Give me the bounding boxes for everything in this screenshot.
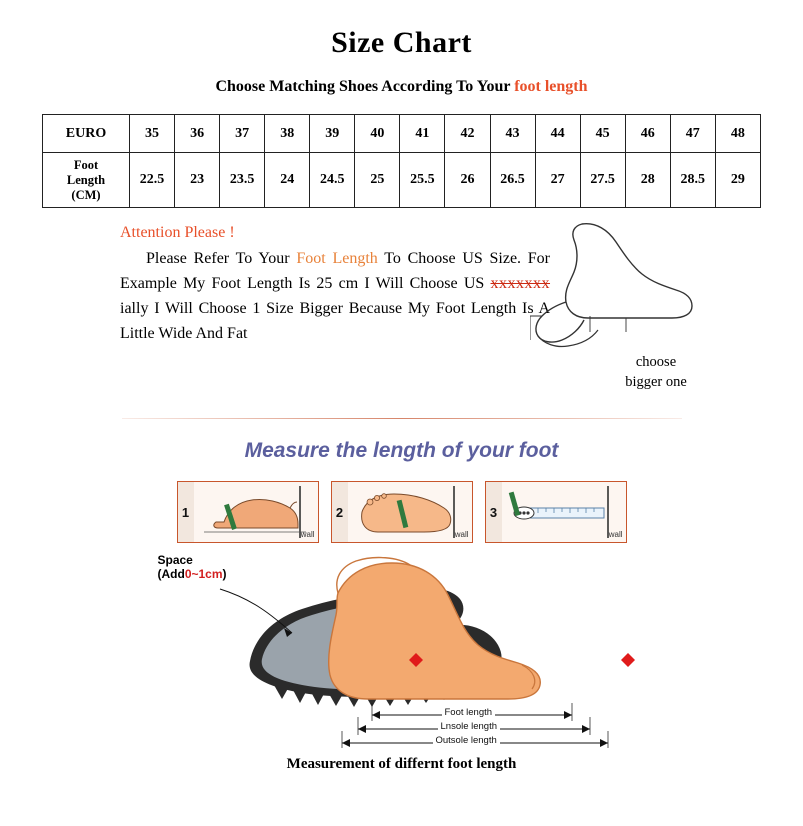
- step2-wall-label: wall: [454, 530, 469, 539]
- foot-side-view-icon: [530, 220, 710, 355]
- space-label-line2-a: (Add: [157, 567, 185, 581]
- measure-step-1: [177, 481, 319, 543]
- attention-line2: US Size. For Example My Foot Length Is 25 cm I: [120, 250, 551, 292]
- attention-line1-a: Please Refer To Your: [146, 250, 297, 267]
- attention-title: Attention Please !: [120, 224, 235, 241]
- cell-foot-length: 27.5: [580, 153, 625, 208]
- cell-euro: 42: [445, 115, 490, 153]
- cell-euro: 35: [130, 115, 175, 153]
- attention-line1-c: To Choose: [377, 250, 456, 267]
- cell-euro: 38: [265, 115, 310, 153]
- cell-euro: 44: [535, 115, 580, 153]
- cell-foot-length: 25.5: [400, 153, 445, 208]
- cell-euro: 43: [490, 115, 535, 153]
- space-allowance-label: [158, 553, 227, 581]
- step1-wall-label: wall: [300, 530, 315, 539]
- cell-foot-length: 27: [535, 153, 580, 208]
- cell-euro: 40: [355, 115, 400, 153]
- cell-foot-length: 29: [715, 153, 760, 208]
- step1-foot-against-wall-icon: [194, 482, 318, 542]
- cell-foot-length: 26: [445, 153, 490, 208]
- attention-line3-strike: xxxxxxx: [490, 275, 551, 292]
- diagram-caption: Measurement of differnt foot length: [286, 756, 517, 772]
- cell-euro: 36: [175, 115, 220, 153]
- attention-line1-highlight: Foot Length: [296, 250, 378, 267]
- cell-euro: 46: [625, 115, 670, 153]
- cell-foot-length: 24: [265, 153, 310, 208]
- cell-foot-length: 22.5: [130, 153, 175, 208]
- step3-wall-label: wall: [608, 530, 623, 539]
- section-divider: [122, 418, 682, 419]
- table-row-euro: [43, 115, 761, 153]
- cell-euro: 45: [580, 115, 625, 153]
- attention-section: [42, 224, 761, 404]
- space-label-line2-b: ): [222, 567, 227, 581]
- attention-body: [120, 246, 550, 346]
- attention-line4: Bigger Because My Foot Length Is A Little Wide: [120, 300, 551, 342]
- measure-steps: [177, 481, 627, 543]
- cell-euro: 41: [400, 115, 445, 153]
- subtitle-highlight: foot length: [514, 78, 588, 95]
- size-table: [42, 114, 761, 208]
- size-table-wrapper: [42, 114, 761, 208]
- dimension-label-insole-length: Lnsole length: [438, 721, 501, 732]
- cell-euro: 47: [670, 115, 715, 153]
- choose-bigger-note: [576, 352, 736, 392]
- cell-foot-length: 23: [175, 153, 220, 208]
- row-label-euro: EURO: [43, 115, 130, 153]
- cell-foot-length: 25: [355, 153, 400, 208]
- cell-euro: 48: [715, 115, 760, 153]
- space-label-line1: Space: [157, 553, 193, 567]
- measure-section-title: Measure the length of your foot: [244, 439, 559, 462]
- cell-foot-length: 28: [625, 153, 670, 208]
- cell-foot-length: 26.5: [490, 153, 535, 208]
- attention-line5: And Fat: [195, 325, 248, 342]
- dimension-label-outsole-length: Outsole length: [433, 735, 500, 746]
- row-label-foot-length: Foot Length (CM): [43, 153, 130, 208]
- choose-note-line1: choose: [635, 354, 677, 370]
- step3-measure-with-ruler-icon: [502, 482, 626, 542]
- space-label-value: 0~1cm: [184, 567, 223, 581]
- cell-euro: 39: [310, 115, 355, 153]
- foot-in-shoe-illustration: [142, 553, 662, 748]
- dimension-label-foot-length: Foot length: [442, 707, 496, 718]
- measure-step-3: [485, 481, 627, 543]
- cell-foot-length: 24.5: [310, 153, 355, 208]
- cell-euro: 37: [220, 115, 265, 153]
- choose-note-line2: bigger one: [625, 374, 687, 390]
- step2-mark-foot-length-icon: [348, 482, 472, 542]
- page-subtitle: [0, 78, 803, 96]
- step-number: 3: [486, 482, 503, 542]
- step-number: 2: [332, 482, 349, 542]
- cell-foot-length: 28.5: [670, 153, 715, 208]
- measure-step-2: [331, 481, 473, 543]
- subtitle-prefix: Choose Matching Shoes According To Your: [215, 78, 515, 95]
- page-title: Size Chart: [331, 26, 472, 59]
- size-chart-page: [0, 26, 803, 826]
- step-number: 1: [178, 482, 195, 542]
- attention-line3-a: Will Choose US: [375, 275, 491, 292]
- foot-measurement-diagram: [142, 553, 662, 748]
- attention-line3-b: ially I Will Choose 1 Size: [120, 300, 294, 317]
- table-row-foot-length: [43, 153, 761, 208]
- cell-foot-length: 23.5: [220, 153, 265, 208]
